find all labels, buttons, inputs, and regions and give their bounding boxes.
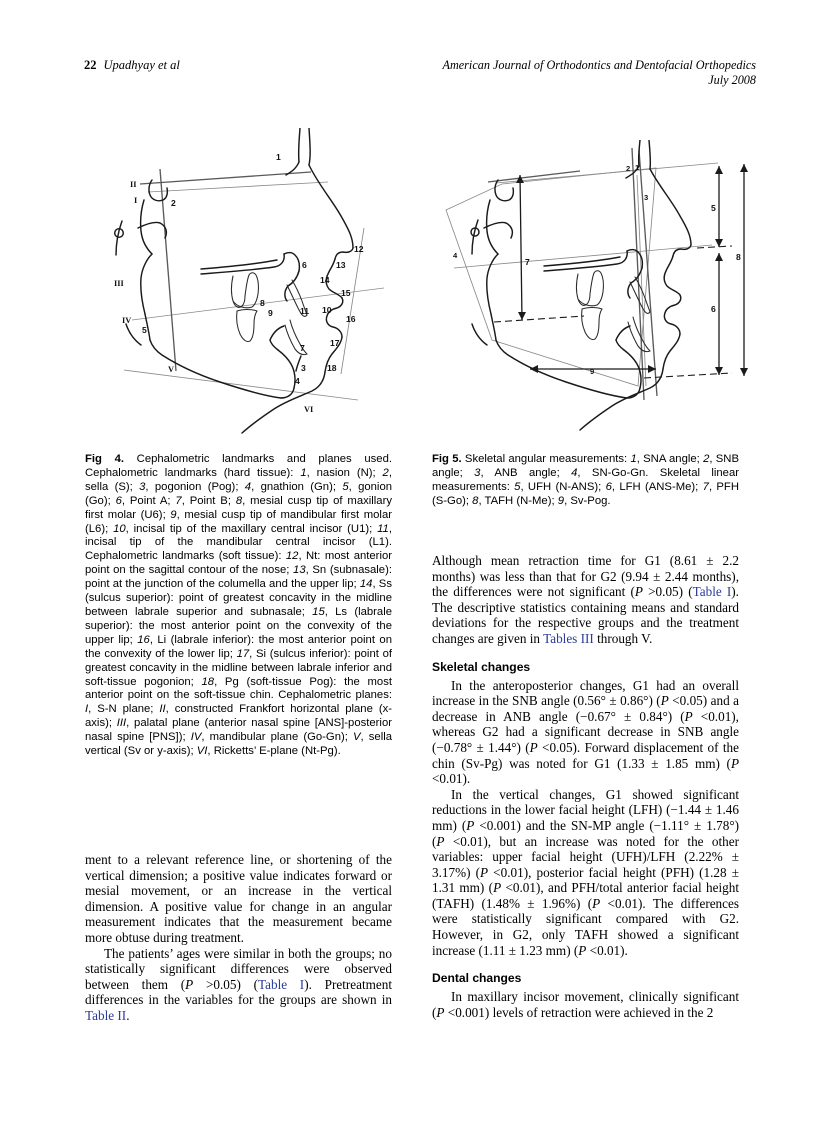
svg-text:2: 2 (626, 164, 631, 173)
paragraph: The patients’ ages were similar in both the groups; no statistically significant differences were observed between them (P >0.05) (Table I). Pretreatment differences in the variables for the groups are shown in Table II. (85, 945, 392, 1023)
svg-text:5: 5 (142, 325, 147, 335)
svg-text:17: 17 (330, 338, 340, 348)
running-head-left (84, 58, 180, 73)
paragraph: In the anteroposterior changes, G1 had an overall increase in the SNB angle (0.56° ± 0.86°) (P <0.05) and a decrease in ANB angle (−0.67° ± 0.84°) (P <0.01), whereas G2 had a significant decrease in SNB angle (−0.78° ± 1.44°) (P <0.05). Forward displacement of the chin (Sv-Pg) was noted for G1 (1.33 ± 1.85 mm) (P <0.01). (432, 677, 739, 787)
svg-text:V: V (168, 365, 175, 374)
svg-text:3: 3 (301, 363, 306, 373)
section-heading-skeletal-changes: Skeletal changes (432, 659, 531, 674)
svg-text:14: 14 (320, 275, 330, 285)
svg-text:9: 9 (268, 308, 273, 318)
svg-text:6: 6 (302, 260, 307, 270)
svg-text:5: 5 (711, 203, 716, 213)
paragraph: In the vertical changes, G1 showed significant reductions in the lower facial height (LFH) (−1.44 ± 1.46 mm) (P <0.001) and the SN-MP angle (−1.11° ± 1.78°) (P <0.01), but an increase was noted for the other variables: upper facial height (UFH)/LFH (2.22% ± 3.17%) (P <0.01), posterior facial height (PFH) (1.28 ± 1.31 mm) (P <0.01), and PFH/total anterior facial height (TAFH) (1.48% ± 1.96%) (P <0.01). The differences were statistically significant compared with G2. However, in G2, only TAFH showed a significant increase (1.11 ± 1.23 mm) (P <0.01). (432, 786, 739, 958)
figure-5-label: Fig 5. (432, 453, 462, 465)
figure-4-caption-text: Cephalometric landmarks and planes used. Cephalometric landmarks (hard tissue): 1, nasion (N); 2, sella (S); 3, pogonion (Pog); 4, gnathion (Gn); 5, gonion (Go); 6, Point A; 7, Point B; 8, mesial cusp tip of maxillary first molar (U6); 9, mesial cusp tip of mandibular first molar (L6); 10, incisal tip of the maxillary central incisor (U1); 11, incisal tip of the mandibular central incisor (L1). Cephalometric landmarks (soft tissue): 12, Nt: most anterior point on the sagittal contour of the nose; 13, Sn (subnasale): point at the junction of the columella and the upper lip; 14, Ss (sulcus superior): point of greatest concavity in the midline between labrale superior and subnasale; 15, Ls (labrale superior): the most anterior point on the convexity of the upper lip; 16, Li (labrale inferior): the most anterior point on the convexity of the lower lip; 17, Si (sulcus inferior): point of greatest concavity in the midline between labrale inferior and soft-tissue pogonion; 18, Pg (soft-tissue Pog): the most anterior point on the soft-tissue chin. Cephalometric planes: I, S-N plane; II, constructed Frankfort horizontal plane (x-axis); III, palatal plane (anterior nasal spine [ANS]-posterior nasal spine [PNS]); IV, mandibular plane (Go-Gn); V, sella vertical (Sv or y-axis); VI, Ricketts’ E-plane (Nt-Pg). (85, 453, 393, 758)
figure-4-label: Fig 4. (85, 453, 125, 465)
running-head-authors: Upadhyay et al (103, 58, 180, 72)
svg-text:9: 9 (590, 367, 595, 376)
svg-text:VI: VI (304, 405, 314, 414)
svg-text:13: 13 (336, 260, 346, 270)
running-head-right (443, 58, 756, 88)
svg-text:I: I (134, 196, 138, 205)
figure-5-caption-text: Skeletal angular measurements: 1, SNA angle; 2, SNB angle; 3, ANB angle; 4, SN-Go-Gn. Skeletal linear measurements: 5, UFH (N-ANS); 6, LFH (ANS-Me); 7, PFH (S-Go); 8, TAFH (N-Me); 9, Sv-Pog. (432, 453, 739, 507)
svg-text:4: 4 (295, 376, 300, 386)
svg-text:4: 4 (453, 251, 458, 260)
paragraph: Although mean retraction time for G1 (8.61 ± 2.2 months) was less than that for G2 (9.94 ± 2.44 months), the differences were not significant (P >0.05) (Table I). The descriptive statistics containing means and standard deviations for the respective groups and the treatment changes are given in Tables III through V. (432, 553, 739, 646)
svg-text:II: II (130, 180, 137, 189)
svg-text:8: 8 (736, 252, 741, 262)
svg-text:2: 2 (171, 198, 176, 208)
svg-text:12: 12 (354, 244, 364, 254)
svg-text:16: 16 (346, 314, 356, 324)
right-column-body (432, 553, 739, 1020)
issue-date: July 2008 (708, 73, 756, 87)
figure-5-image (432, 140, 758, 440)
svg-text:3: 3 (644, 193, 649, 202)
svg-text:15: 15 (341, 288, 351, 298)
svg-text:1: 1 (276, 152, 281, 162)
left-column-body (85, 852, 392, 1024)
svg-text:10: 10 (322, 305, 332, 315)
journal-title: American Journal of Orthodontics and Dentofacial Orthopedics (442, 58, 756, 72)
paragraph: In maxillary incisor movement, clinically significant (P <0.001) levels of retraction were achieved in the 2 (432, 989, 739, 1020)
svg-text:6: 6 (711, 304, 716, 314)
svg-text:8: 8 (260, 298, 265, 308)
paragraph: ment to a relevant reference line, or shortening of the vertical dimension; a positive value indicates forward or mesial movement, or an increase in the vertical dimension. A positive value for change in an angular measurement indicates that the measurement became more obtuse during treatment. (85, 852, 392, 945)
figure-4-caption (85, 453, 392, 759)
figure-4-image (96, 128, 396, 438)
svg-text:11: 11 (300, 306, 310, 316)
section-heading-dental-changes: Dental changes (432, 971, 522, 986)
page-number: 22 (84, 58, 97, 72)
svg-text:1: 1 (635, 163, 640, 172)
svg-text:IV: IV (122, 316, 132, 325)
svg-text:7: 7 (300, 343, 305, 353)
figure-5-caption (432, 453, 739, 509)
running-head (84, 58, 756, 102)
svg-text:7: 7 (525, 257, 530, 267)
svg-text:18: 18 (327, 363, 337, 373)
svg-text:III: III (114, 279, 124, 288)
